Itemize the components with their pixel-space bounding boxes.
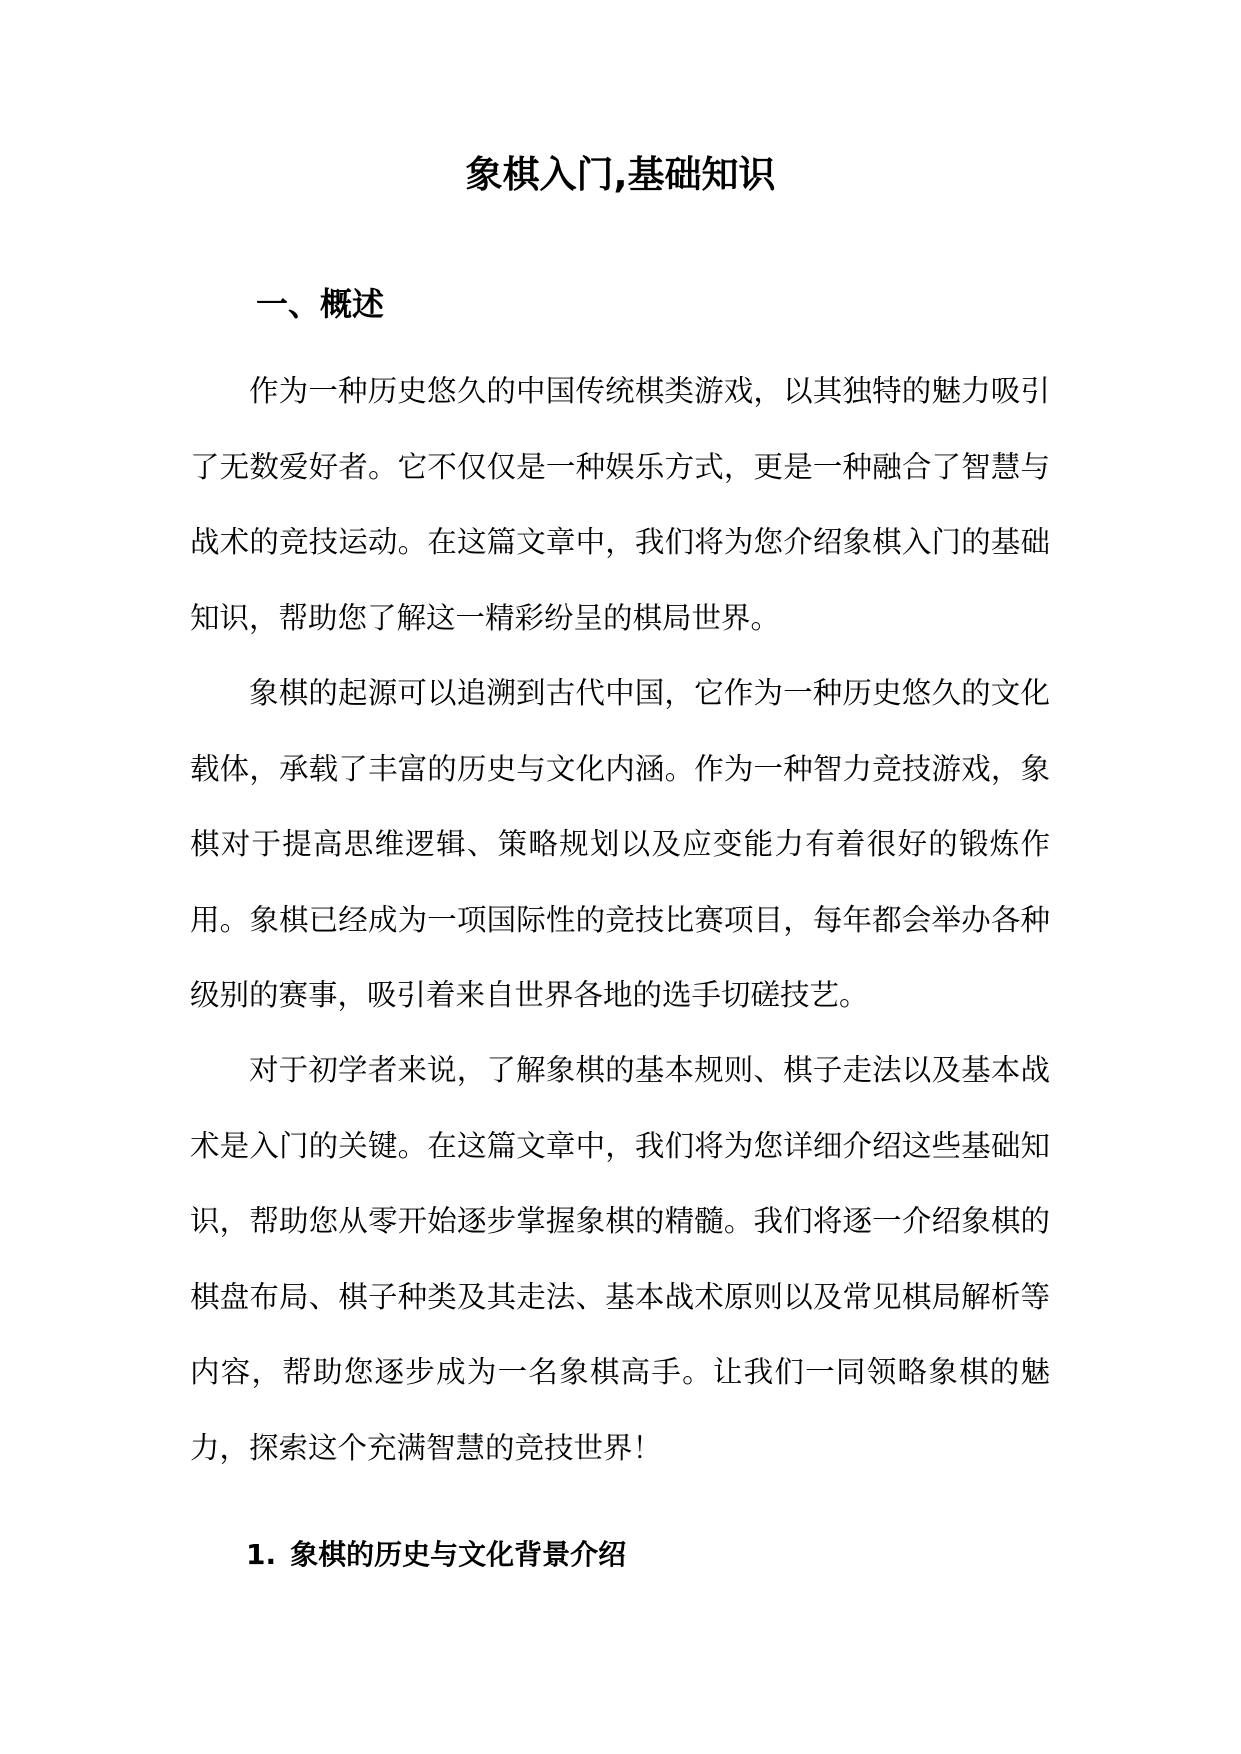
sub-heading-text: 象棋的历史与文化背景介绍 bbox=[290, 1538, 627, 1571]
sub-heading-number: 1. bbox=[246, 1538, 277, 1571]
document-title: 象棋入门,基础知识 bbox=[465, 153, 776, 196]
section-heading-overview: 一、概述 bbox=[256, 285, 385, 323]
sub-heading-history bbox=[246, 1534, 626, 1576]
body-paragraph: 对于初学者来说，了解象棋的基本规则、棋子走法以及基本战术是入门的关键。在这篇文章中，我们将为您详细介绍这些基础知识，帮助您从零开始逐步掌握象棋的精髓。我们将逐一介绍象棋的棋盘布局、棋子种类及其走法、基本战术原则以及常见棋局解析等内容，帮助您逐步成为一名象棋高手。让我们一同领略象棋的魅力，探索这个充满智慧的竞技世界！ bbox=[190, 1053, 1050, 1465]
body-paragraph: 作为一种历史悠久的中国传统棋类游戏，以其独特的魅力吸引了无数爱好者。它不仅仅是一种娱乐方式，更是一种融合了智慧与战术的竞技运动。在这篇文章中，我们将为您介绍象棋入门的基础知识，帮助您了解这一精彩纷呈的棋局世界。 bbox=[190, 374, 1050, 635]
body-paragraph: 象棋的起源可以追溯到古代中国，它作为一种历史悠久的文化载体，承载了丰富的历史与文化内涵。作为一种智力竞技游戏，象棋对于提高思维逻辑、策略规划以及应变能力有着很好的锻炼作用。象棋已经成为一项国际性的竞技比赛项目，每年都会举办各种级别的赛事，吸引着来自世界各地的选手切磋技艺。 bbox=[190, 676, 1050, 1013]
